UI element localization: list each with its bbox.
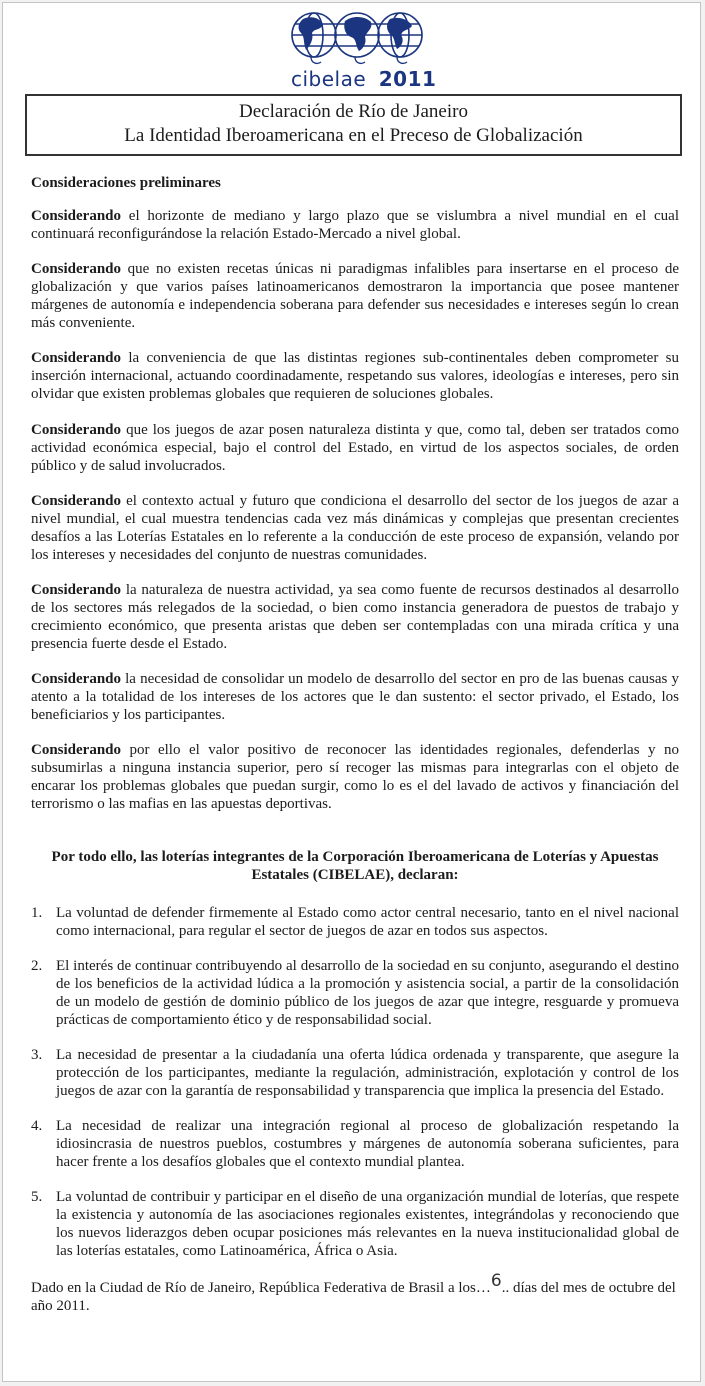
considerando-text: que no existen recetas únicas ni paradigmas infalibles para insertarse en el proceso de globalización y que varios países latinoamericanos demostraron la importancia que posee mantener márgenes de autonomía e independencia soberana para defender sus necesidades e intereses según lo crean más conveniente. [31, 261, 679, 331]
document-title: Declaración de Río de Janeiro [239, 101, 468, 122]
cibelae-logo [273, 9, 443, 93]
closing-dots-after: .. [501, 1280, 510, 1296]
logo-brand: cibelae [291, 67, 367, 91]
item-text: La voluntad de defender firmemente al Estado como actor central necesario, tanto en el nivel nacional como internacional, para regular el sector de juegos de azar en todos sus aspectos. [56, 905, 679, 939]
considerando-text: la conveniencia de que las distintas regiones sub-continentales deben comprometer su inserción internacional, actuando coordinadamente, respetando sus valores, ideologías e intereses, pero sin olvidar que existen problemas globales que requieren de soluciones globales. [31, 350, 679, 402]
considerando-text: la naturaleza de nuestra actividad, ya sea como fuente de recursos destinados al desarrollo de los sectores más relegados de la sociedad, o bien como instancia generadora de puestos de trabajo y crecimiento económico, que presenta aristas que deben ser contempladas con una mirada crítica y una presencia fuerte desde el Estado. [31, 582, 679, 652]
considerando-lead: Considerando [31, 742, 122, 758]
considerando-text: por ello el valor positivo de reconocer las identidades regionales, defenderlas y no subsumirlas a ninguna instancia superior, pero sí recoger las mismas para integrarlas con el objeto de encarar los problemas globales que puedan surgir, como lo es el del lavado de activos y financiación del terrorismo o las mafias en las apuestas deportivas. [31, 742, 679, 812]
closing-text-before: Dado en la Ciudad de Río de Janeiro, República Federativa de Brasil a los [31, 1280, 476, 1296]
considerando-lead: Considerando [31, 261, 122, 277]
globe-emblem-icon [281, 9, 431, 67]
closing-text-after: días del mes de octubre del año 2011. [31, 1280, 676, 1314]
considerando-paragraph [31, 349, 679, 403]
list-item [31, 904, 679, 940]
item-text: La voluntad de contribuir y participar en el diseño de una organización mundial de loterías, que respete la existencia y autonomía de las asociaciones regionales existentes, integrándolas y reconociendo que los nuevos liderazgos deben ocupar posiciones más relevantes en la nueva institucionalidad global de las loterías estatales, como Latinoamérica, África o Asia. [56, 1189, 679, 1259]
closing-statement [31, 1271, 679, 1315]
logo-wordmark [291, 67, 436, 91]
item-number: 5. [31, 1189, 43, 1205]
considerando-paragraph [31, 670, 679, 724]
considerando-lead: Considerando [31, 208, 122, 224]
closing-dots-before: … [475, 1280, 491, 1296]
item-number: 1. [31, 905, 43, 921]
item-number: 4. [31, 1118, 43, 1134]
item-text: La necesidad de presentar a la ciudadanía una oferta lúdica ordenada y transparente, que asegure la protección de los participantes, mediante la regulación, administración, explotación y control de los juegos de azar con la garantía de responsabilidad y transparencia que implica la presencia del Estado. [56, 1047, 679, 1099]
title-box [25, 94, 682, 156]
considerando-lead: Considerando [31, 582, 122, 598]
considerando-paragraph [31, 421, 679, 475]
considerando-paragraph [31, 741, 679, 813]
considerando-text: que los juegos de azar posen naturaleza distinta y que, como tal, deben ser tratados como actividad económica especial, bajo el control del Estado, en virtud de los aspectos sociales, de orden público y de salud involucrados. [31, 422, 679, 474]
item-text: El interés de continuar contribuyendo al desarrollo de la sociedad en su conjunto, asegurando el destino de los beneficios de la actividad lúdica a la promoción y asistencia social, a partir de la consolidación de un modelo de gestión de dominio público de los juegos de azar que integre, resguarde y promueva prácticas de comportamiento ético y de responsabilidad social. [56, 958, 679, 1028]
handwritten-day: 6 [490, 1271, 502, 1291]
considerando-lead: Considerando [31, 671, 122, 687]
considerando-lead: Considerando [31, 350, 122, 366]
considerando-paragraph [31, 260, 679, 332]
considerando-lead: Considerando [31, 493, 122, 509]
considerando-lead: Considerando [31, 422, 122, 438]
list-item [31, 1117, 679, 1171]
document-page [2, 2, 701, 1382]
item-text: La necesidad de realizar una integración regional al proceso de globalización respetando la idiosincrasia de nuestros pueblos, costumbres y márgenes de autonomía soberana suficientes, para hacer frente a los desafíos globales que el contexto mundial plantea. [56, 1118, 679, 1170]
section-heading: Consideraciones preliminares [31, 175, 221, 191]
considerando-text: el contexto actual y futuro que condiciona el desarrollo del sector de los juegos de azar a nivel mundial, el cual muestra tendencias cada vez más dinámicas y complejas que presentan crecientes desafíos a las Loterías Estatales en lo referente a la conducción de este proceso de expansión, velando por los intereses y necesidades del conjunto de nuestras comunidades. [31, 493, 679, 563]
item-number: 3. [31, 1047, 43, 1063]
considerando-paragraph [31, 207, 679, 243]
item-number: 2. [31, 958, 43, 974]
list-item [31, 957, 679, 1029]
considerando-text: el horizonte de mediano y largo plazo que se vislumbra a nivel mundial en el cual continuará reconfigurándose la relación Estado-Mercado a nivel global. [31, 208, 679, 242]
considerando-paragraph [31, 492, 679, 564]
considerando-text: la necesidad de consolidar un modelo de desarrollo del sector en pro de las buenas causas y atento a la totalidad de los intereses de los actores que le dan sustento: el sector privado, el Estado, los beneficiarios y los participantes. [31, 671, 679, 723]
document-subtitle: La Identidad Iberoamericana en el Preceso de Globalización [124, 125, 583, 146]
document-body [31, 175, 679, 1315]
list-item [31, 1046, 679, 1100]
list-item [31, 1188, 679, 1260]
declaration-list [31, 904, 679, 1260]
logo-year: 2011 [378, 67, 437, 91]
declaration-heading: Por todo ello, las loterías integrantes de la Corporación Iberoamericana de Loterías y Apuestas Estatales (CIBELAE), declaran: [51, 849, 659, 883]
considerando-paragraph [31, 581, 679, 653]
